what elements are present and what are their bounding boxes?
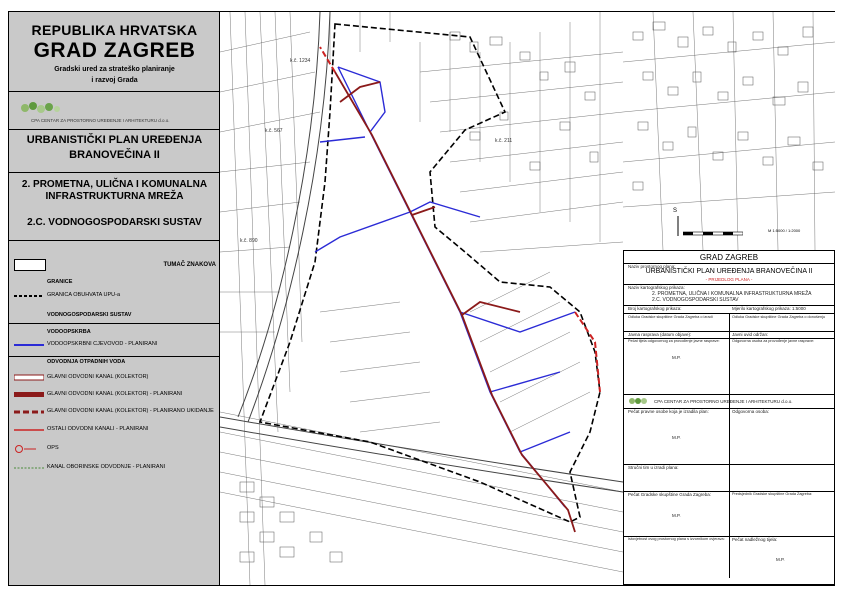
tb-strucni-tim: Stručni tim u izradi plana:	[628, 465, 679, 470]
tb-naziv-label: Naziv prostornog plana:	[628, 264, 676, 269]
tb-plan-name: URBANISTIČKI PLAN UREĐENJA BRANOVEČINA II	[645, 268, 813, 275]
cadastral-map	[220, 12, 623, 585]
plan-title	[9, 133, 220, 163]
svg-text:k.č. 1234: k.č. 1234	[290, 58, 311, 64]
legend-granica-obuhvata: GRANICA OBUHVATA UPU-a	[47, 292, 121, 298]
divider	[9, 172, 220, 173]
tb-karta-2: 2.C. VODNOGOSPODARSKI SUSTAV	[652, 297, 739, 303]
map-area[interactable]	[220, 12, 623, 585]
tb-pecat-1: Pečat tijela odgovornog za provođenje javne rasprave:	[628, 339, 720, 343]
tb-cpa-logo-icon	[628, 397, 652, 405]
map-area-right[interactable]	[623, 12, 835, 250]
tb-prijedlog: - PRIJEDLOG PLANA -	[705, 277, 753, 282]
plan-title-line-2: BRANOVEČINA II	[69, 149, 160, 161]
legend-group-vodno: VODNOGOSPODARSKI SUSTAV	[47, 312, 132, 318]
divider	[9, 356, 220, 357]
divider	[9, 129, 220, 130]
tb-odluka-1: Odluka Gradske skupštine Grada Zagreba o izradi	[628, 315, 713, 319]
header-block	[9, 12, 220, 84]
tb-mp-1: M.P.	[672, 355, 681, 360]
tb-mp-4: M.P.	[776, 557, 785, 562]
legend-kanal-oborinske: KANAL OBORINSKE ODVODNJE - PLANIRANI	[47, 464, 166, 470]
office-line-2: i razvoj Grada	[91, 77, 138, 84]
tb-pecat-nadleznog: Pečat nadležnog tijela:	[732, 537, 778, 542]
cpa-logo-icon	[19, 100, 63, 116]
other-channel-icon	[14, 427, 44, 433]
tb-odgovorna-osoba: Odgovorna osoba:	[732, 409, 770, 414]
tb-odluka-2: Odluka Gradske skupštine Grada Zagreba o donošenju	[732, 315, 826, 319]
legend-empty-box	[14, 259, 46, 271]
water-pipe-icon	[14, 342, 44, 348]
boundary-line-icon	[14, 293, 44, 299]
tb-grad-zagreb: GRAD ZAGREB	[699, 253, 759, 262]
collector-icon	[14, 374, 44, 382]
tb-predsjednik: Predsjednik Gradske skupštine Grada Zagreba:	[732, 492, 813, 496]
legend-kolektor-plan: GLAVNI ODVODNI KANAL (KOLEKTOR) - PLANIRANI	[47, 391, 183, 397]
tb-mp-2: M.P.	[672, 435, 681, 440]
svg-text:k.č. 890: k.č. 890	[240, 238, 258, 244]
tb-pecat-pravne: Pečat pravne osobe koja je izradila plan:	[628, 409, 709, 414]
divider	[729, 408, 730, 578]
section-title-line-1: 2. PROMETNA, ULIČNA I KOMUNALNA	[21, 179, 208, 190]
north-arrow-icon	[675, 216, 681, 236]
subsection-title: 2.C. VODNOGOSPODARSKI SUSTAV	[27, 217, 202, 228]
divider	[9, 240, 220, 241]
tb-karta-label: Naziv kartografskog prikaza:	[628, 285, 685, 290]
legend-group-granice: GRANICE	[47, 279, 73, 285]
north-arrow-label: S	[673, 208, 678, 214]
tb-javna-rasprava: Javna rasprava (datum objave):	[628, 332, 692, 337]
divider	[624, 394, 834, 395]
cpa-logo-text: CPA CENTAR ZA PROSTORNO UREĐENJE I ARHITEKTURU d.o.o.	[31, 118, 170, 123]
divider	[9, 91, 220, 92]
legend-vodoopskrbni: VODOOPSKRBNI CJEVOVOD - PLANIRANI	[47, 341, 158, 347]
tb-mjerilo: Mjerilo kartografskog prikaza: 1:5000	[732, 306, 806, 311]
section-title-line-2: INFRASTRUKTURNA MREŽA	[45, 191, 184, 202]
tb-javni-uvid: Javni uvid održan:	[732, 332, 769, 337]
city-title: GRAD ZAGREB	[33, 39, 196, 62]
legend-panel	[9, 12, 220, 585]
tb-karta-1: 2. PROMETNA, ULIČNA I KOMUNALNA INFRASTRUKTURNA MREŽA	[652, 291, 812, 297]
republic-title: REPUBLIKA HRVATSKA	[31, 22, 198, 38]
cadastral-map-right	[623, 12, 835, 250]
divider	[9, 323, 220, 324]
collector-planned-icon	[14, 391, 44, 399]
section-title	[9, 179, 220, 203]
legend-group-odvodnja: ODVODNJA OTPADNIH VODA	[47, 359, 126, 365]
storm-channel-icon	[14, 465, 44, 471]
plan-title-line-1: URBANISTIČKI PLAN UREĐENJA	[26, 134, 203, 146]
legend-ops: OPS	[47, 445, 59, 451]
scale-bar	[683, 231, 743, 237]
svg-text:k.č. 567: k.č. 567	[265, 128, 283, 134]
ops-icon	[14, 444, 44, 454]
svg-text:k.č. 211: k.č. 211	[495, 138, 513, 144]
tb-istovjetnost: Istovjetnost ovog prostornog plana s izvornikom ovjerava:	[628, 537, 725, 541]
legend-ostali: OSTALI ODVODNI KANALI - PLANIRANI	[47, 426, 149, 432]
cpa-logo-row	[9, 96, 220, 128]
legend-heading: TUMAČ ZNAKOVA	[163, 262, 216, 268]
legend-group-vodoopskrba: VODOOPSKRBA	[47, 329, 91, 335]
legend-kolektor: GLAVNI ODVODNI KANAL (KOLEKTOR)	[47, 374, 149, 380]
office-line-1: Gradski ured za strateško planiranje	[54, 66, 175, 73]
tb-mp-3: M.P.	[672, 513, 681, 518]
tb-odgovorna: Odgovorna osoba za provođenje javne rasprave:	[732, 339, 815, 343]
collector-removal-icon	[14, 408, 44, 416]
tb-broj-karte: Broj kartografskog prikaza:	[628, 306, 682, 311]
scale-ratio: M 1:5000 / 1:2000	[768, 228, 801, 233]
legend-kolektor-ukidanje: GLAVNI ODVODNI KANAL (KOLEKTOR) - PLANIRANO UKIDANJE	[47, 408, 214, 414]
title-block	[623, 250, 835, 585]
tb-pecat-skupstine: Pečat Gradske skupštine Grada Zagreba:	[628, 492, 712, 497]
tb-cpa: CPA CENTAR ZA PROSTORNO UREĐENJE I ARHITEKTURU d.o.o.	[654, 399, 793, 404]
